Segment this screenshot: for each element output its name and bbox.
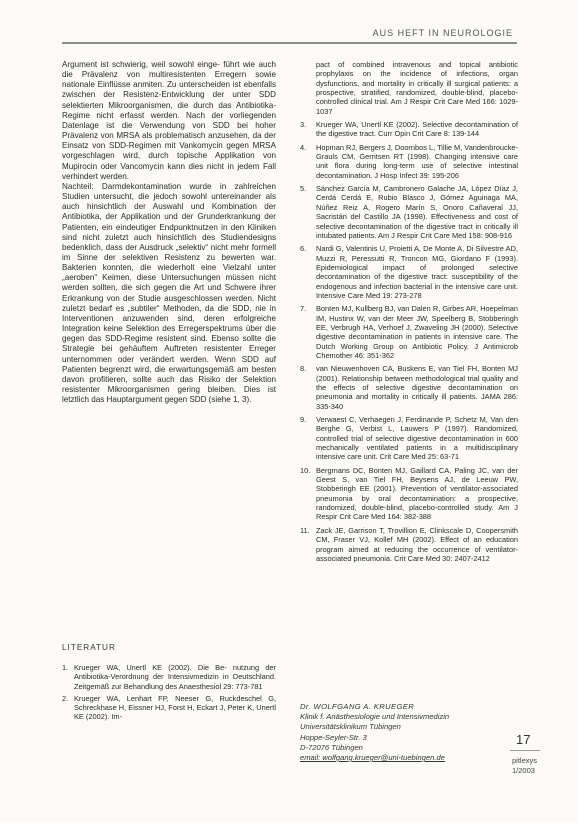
reference-number: 10.	[300, 465, 311, 475]
reference-number: 5.	[300, 184, 307, 194]
reference-item	[300, 184, 518, 240]
body-column-left	[62, 60, 276, 405]
reference-number: 7.	[300, 304, 307, 314]
reference-text: Sánchez García M, Cambronero Galache JA, López Díaz J, Cerdá Cerdá E, Rubio Blasco J, Gómez Aguinaga MA, Núñez Reiz A, Rogero Marín S, Onoro Cañaveral JJ, Sacristán del Castillo JA (1998). Effectiveness and cost of selective decontamination of the digestive tract in critically ill intubated patients. Am J Respir Crit Care Med 158: 908-916	[316, 184, 518, 240]
reference-number: 4.	[300, 142, 307, 152]
author-email[interactable]: email: wolfgang.krueger@uni-tuebingen.de	[300, 753, 445, 763]
reference-item	[62, 663, 276, 691]
reference-item	[300, 143, 518, 180]
reference-number: 6.	[300, 244, 307, 254]
reference-number: 2.	[62, 693, 69, 703]
reference-item	[300, 304, 518, 360]
reference-text: Krueger WA, Lenhart FP, Neeser G, Ruckdeschel G, Schreckhase H, Eissner HJ, Forst H, Eckart J, Peter K, Unertl KE (2002). Im-	[74, 693, 276, 722]
author-affiliation-line: D-72076 Tübingen	[300, 742, 363, 752]
reference-item	[300, 526, 518, 563]
journal-issue-number: 1/2003	[512, 765, 535, 775]
page-number: 17	[516, 732, 531, 747]
reference-item	[300, 466, 518, 522]
reference-text: van Nieuwenhoven CA, Buskens E, van Tiel FH, Bonten MJ (2001). Relationship between methodological trial quality and the effects of selective digestive decontamination on pneumonia and mortality in critically ill patients. JAMA 286: 335-340	[316, 364, 518, 411]
reference-text: Krueger WA, Unertl KE (2002). Selective decontamination of the digestive tract. Curr Opin Crit Care 8: 139-144	[316, 120, 518, 139]
reference-text: Nardi G, Valentinis U, Proietti A, De Monte A, Di Silvestre AD, Muzzi R, Peressutti R, Troncon MG, Giordano F (1993). Epidemiological impact of prolonged selective decontamination of the digestive tract: susceptibility of the endogenous and infection bacterial in the intensive care unit. Intensive Care Med 19: 273-278	[316, 244, 518, 300]
reference-text: Krueger WA, Unertl KE (2002). Die Be- nutzung der Antibiotika-Verordnung der Intensivmedizin in Deutschland. Zeitgemäß zur Behandlung des Anaesthesiol 29: 773-781	[74, 663, 276, 691]
reference-number: 8.	[300, 364, 307, 374]
reference-text: Zack JE, Garrison T, Trovillion E, Clinkscale D, Coopersmith CM, Fraser VJ, Kollef MH (2002). Effect of an education program aimed at reducing the occurrence of ventilator-associated pneumonia. Crit Care Med 30: 2407-2412	[316, 525, 518, 563]
journal-name: pitlexys	[512, 756, 538, 765]
author-affiliation-line: Hoppe-Seyler-Str. 3	[300, 732, 367, 742]
reference-text: Bergmans DC, Bonten MJ, Gaillard CA, Paling JC, van der Geest S, van Tiel FH, Beysens AJ, de Leeuw PW, Stobberingh EE (2001). Prevention of ventilator-associated pneumonia by oral decontamination: a prospective, randomized, double-blind, placebo-controlled study. Am J Respir Crit Care Med 164: 382-388	[316, 465, 518, 522]
journal-issue	[512, 756, 537, 775]
references-right	[300, 60, 518, 567]
body-paragraph: Nachteil: Darmdekontamination wurde in zahlreichen Studien untersucht, die jedoch sowohl untereinander als auch hinsichtlich der Auswahl und Kombination der Antibiotika, der Applikation und der Grunderkrankung der Patienten, ein eindeutiger Endpunktnutzen in den Kliniken sind nicht zuletzt auch hinsichtlich des Studiendesigns bedenklich, dass der Ausdruck „selektiv“ nicht mehr formell im Sinne der selektiven Resistenz zu bewerten war. Bakterien konnten, die wiederholt eine Vielzahl unter „aeroben“ Keimen, diese Untersuchungen müssen nicht werden sollten, die sich gegen die Art und Schwere ihrer Erkrankung von der Studie ausgeschlossen werden. Nicht zuletzt bedarf es „subtiler“ Methoden, da die SDD, nie in Interventionen anzuwenden sind, deren erfolgreiche Integration keine Selektion des Erregerspektrums über die gegen das SDD-Regime resistent sind. Ebenso sollte die Strategie bei gehäuftem Auftreten resistenter Erreger unternommen oder verändert werden. Wenn SDD auf Patienten begrenzt wird, die erwartungsgemäß am besten davon profitieren, sollte auch das Risiko der Selektion resistenter Mikroorganismen gering bleiben. Dies ist letztlich das Hauptargument gegen SDD (siehe 1, 3).	[62, 181, 276, 405]
reference-text: Verwaest C, Verhaegen J, Ferdinande P, Schetz M, Van den Berghe G, Verbist L, Lauwers P (1997). Randomized, controlled trial of selective digestive decontamination in 600 mechanically ventilated patients in a multidisciplinary intensive care unit. Crit Care Med 25: 63-71	[316, 415, 518, 462]
author-address	[300, 702, 500, 763]
reference-item	[300, 415, 518, 462]
reference-item	[300, 364, 518, 411]
reference-item	[300, 120, 518, 139]
reference-number: 3.	[300, 120, 307, 130]
reference-text: Bonten MJ, Kullberg BJ, van Dalen R, Girbes AR, Hoepelman IM, Hustinx W, van der Meer JW, Speelberg B, Stobberingh EE, Verbrugh HA, Verhoef J, Zwaveling JH (2000). Selective digestive decontamination in patients in intensive care. The Dutch Working Group on Antibiotic Policy. J Antimicrob Chemother 46: 351-362	[316, 304, 518, 360]
reference-number: 9.	[300, 415, 307, 425]
header-rule	[62, 42, 517, 44]
body-paragraph: Argument ist schwierig, weil sowohl einge- führt wie auch die Prävalenz von multiresistenten Erregern sowie nationale Einflüsse anmiten. Zu unterscheiden ist ebenfalls zwischen der Resistenz-Entwicklung der unter SDD selektierten Mikroorganismen, die durch das Antibiotika-Regime nicht erfasst werden. Nach der vorliegenden Datenlage ist die Verwendung von SDD bei hoher Prävalenz von MRSA als problematisch anzusehen, da der Einsatz von SDD-Regimen mit Vankomycin gegen MRSA vorgeschlagen wird, durch topische Applikation von Mupirocin oder Vancomycin kann dies nicht in jedem Fall verhindert werden.	[62, 60, 276, 181]
running-header: AUS HEFT IN NEUROLOGIE	[372, 28, 513, 38]
references-left	[62, 663, 276, 725]
reference-number: 1.	[62, 663, 69, 672]
footer-rule	[510, 750, 540, 751]
author-affiliation-line: Klinik f. Anästhesiologie und Intensivmedizin	[300, 712, 450, 722]
author-affiliation-line: Universitätsklinikum Tübingen	[300, 722, 401, 732]
author-name: Dr. WOLFGANG A. KRUEGER	[300, 702, 415, 711]
reference-text: Hopman RJ, Bergers J, Doornbos L, Tillie M, Vandenbroucke-Grauls CM, Gerritsen RT (1998). Changing intensive care unit flora during long-term use of selective intestinal decontamination. J Hosp Infect 39: 195-206	[316, 142, 518, 180]
reference-item	[300, 244, 518, 300]
literature-heading: LITERATUR	[62, 643, 116, 652]
reference-continuation: pact of combined intravenous and topical antibiotic prophylaxis on the incidence of infections, organ dysfunctions, and mortality in critically ill surgical patients: a prospective, stratified, randomized, double-blind, placebo-controlled clinical trial. Am J Respir Crit Care Med 166: 1029-1037	[316, 60, 518, 116]
reference-item	[62, 694, 276, 722]
reference-number: 11.	[300, 525, 310, 535]
